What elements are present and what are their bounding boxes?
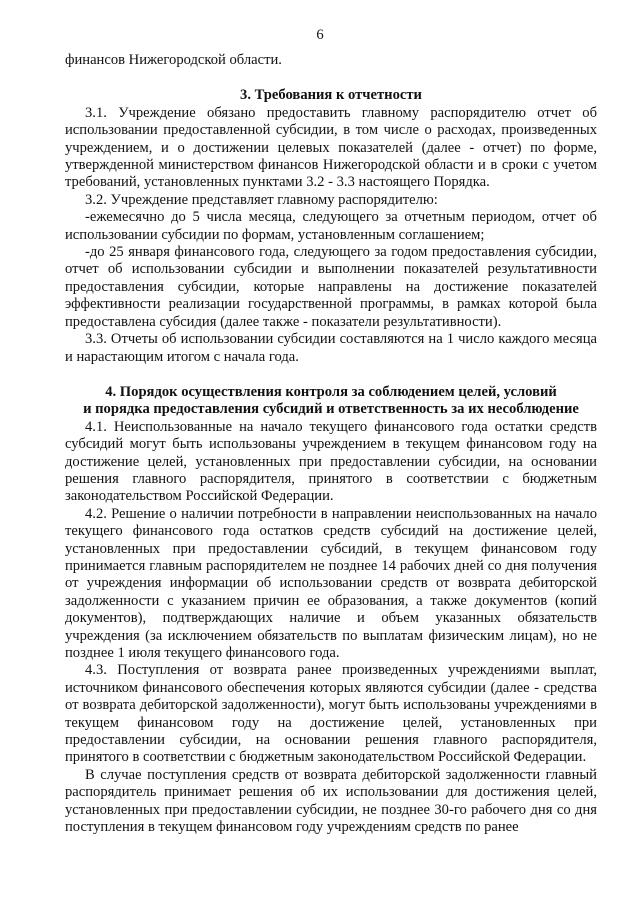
- paragraph-4-3: 4.3. Поступления от возврата ранее произведенных учреждениями выплат, источником финансового обеспечения которых являются субсидии (далее - средства от возврата дебиторской задолженности), могут быть использованы учреждениями в текущем финансовом году на достижение целей, установленных при предоставлении субсидии, на основании решения главного распорядителя, принятого в соответствии с бюджетным законодательством Российской Федерации.: [65, 662, 597, 766]
- paragraph-3-3: 3.3. Отчеты об использовании субсидии составляются на 1 число каждого месяца и нарастающим итогом с начала года.: [65, 331, 597, 365]
- paragraph-4-1: 4.1. Неиспользованные на начало текущего финансового года остатки средств субсидий могут быть использованы учреждением в текущем финансовом году на достижение целей, установленных при предоставлении субсидии, на основании решения главного распорядителя, принятого в соответствии с бюджетным законодательством Российской Федерации.: [65, 418, 597, 505]
- paragraph-3-2-monthly: -ежемесячно до 5 числа месяца, следующего за отчетным периодом, отчет об использовании субсидии по формам, установленным соглашением;: [65, 209, 597, 243]
- section-3-heading: 3. Требования к отчетности: [240, 87, 422, 104]
- paragraph-3-2: 3.2. Учреждение представляет главному распорядителю:: [85, 191, 438, 208]
- paragraph-3-1: 3.1. Учреждение обязано предоставить главному распорядителю отчет об использовании предоставленной субсидии, в том числе о расходах, произведенных учреждением, и о достижении целевых показателей (далее - отчет) по форме, утвержденной министерством финансов Нижегородской области и в сроки с учетом требований, установленных пунктами 3.2 - 3.3 настоящего Порядка.: [65, 104, 597, 191]
- paragraph-4-2: 4.2. Решение о наличии потребности в направлении неиспользованных на начало текущего финансового года остатков средств субсидий на достижение целей, установленных при предоставлении субсидий, в текущем финансовом году принимается главным распорядителем не позднее 14 рабочих дней со дня получения от учреждения информации об использовании средств от возврата дебиторской задолженности с указанием причин ее образования, а также документов (копий документов), подтверждающих наличие и объем указанных обязательств учреждения (за исключением обязательств по выплатам физическим лицам), но не позднее 1 июля текущего финансового года.: [65, 505, 597, 661]
- section-4-heading: [65, 384, 597, 419]
- intro-line: финансов Нижегородской области.: [65, 52, 282, 68]
- page-number: 6: [316, 27, 324, 43]
- paragraph-4-3-continuation: В случае поступления средств от возврата дебиторской задолженности главный распорядитель принимает решения об их использовании для достижения целей, установленных при предоставлении субсидии, не позднее 30-го рабочего дня со дня поступления в текущем финансовом году учреждениям средств по ранее: [65, 766, 597, 836]
- paragraph-3-2-annual: -до 25 января финансового года, следующего за годом предоставления субсидии, отчет об использовании субсидии и выполнении показателей результативности предоставления субсидии, которые направлены на достижение показателей эффективности реализации государственной программы, в рамках которой была предоставлена субсидия (далее также - показатели результативности).: [65, 244, 597, 330]
- section-4-heading-line-1: 4. Порядок осуществления контроля за соблюдением целей, условий: [105, 383, 557, 400]
- section-4-heading-line-2: и порядка предоставления субсидий и ответственность за их несоблюдение: [83, 401, 579, 418]
- document-body: [65, 52, 597, 836]
